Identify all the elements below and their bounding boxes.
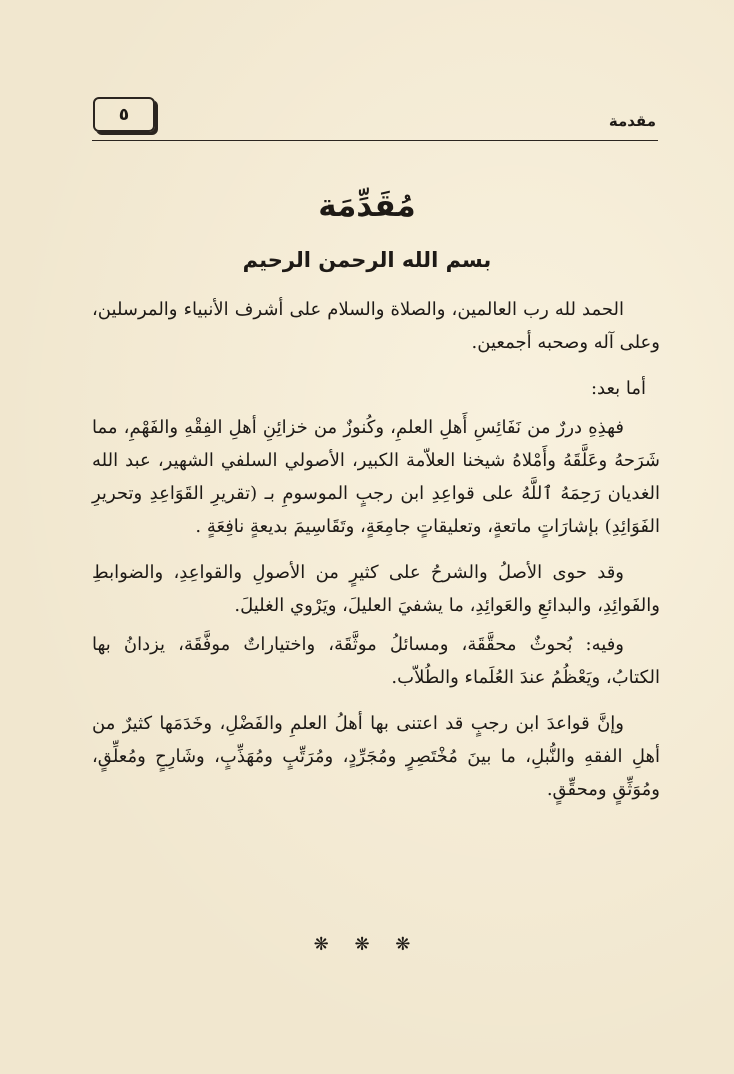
paragraph: فهذِهِ دررٌ من نَفَائِسِ أَهلِ العلمِ، وكُنوزٌ من خزائِنِ أهلِ الفِقْهِ والفَهْمِ، مما شَرَحهُ وعَلَّقَهُ وأَمْلاهُ شيخنا العلاّمة الكبير، الأصولي السلفي الشهير، عبد الله الغديان رَحِمَهُ ٱللَّهُ على قواعِدِ ابن رجبٍ الموسومِ بـ (تقريرِ القَوَاعِدِ وتحريرِ الفَوَائِدِ) بإشارَاتٍ ماتعةٍ، وتعليقاتٍ جامِعَةٍ، وتَقَاسِيمَ بديعةٍ نافِعَةٍ . xyxy=(92,417,660,537)
basmala-heading: بسم الله الرحمن الرحيم xyxy=(242,248,492,272)
body-text xyxy=(92,293,660,819)
paragraph: أما بعد: xyxy=(590,378,646,399)
section-end-ornament: ❋ ❋ ❋ xyxy=(313,934,421,955)
paragraph: وقد حوى الأصلُ والشرحُ على كثيرٍ من الأصولِ والقواعِدِ، والضوابطِ والفَوائِدِ، والبدائعِ والعَوائِدِ، ما يشفيَ العليلَ، ويَرْوي الغليلَ. xyxy=(92,562,660,616)
paragraph: الحمد لله رب العالمين، والصلاة والسلام على أشرف الأنبياء والمرسلين، وعلى آله وصحبه أجمعين. xyxy=(92,299,660,353)
section-title: مُقَدِّمَة xyxy=(318,188,416,224)
header-divider xyxy=(92,140,658,141)
paragraph: وفيه: بُحوثٌ محقَّقَة، ومسائلُ موثَّقَة، واختياراتٌ موفَّقَة، يزدانُ بها الكتابُ، ويَعْظُمُ عندَ العُلَماء والطُلاّب. xyxy=(92,634,660,688)
paragraph: وإنَّ قواعدَ ابن رجبٍ قد اعتنى بها أهلُ العلمِ والفَضْلِ، وخَدَمَها كثيرٌ من أهلِ الفقهِ والنُّبلِ، ما بينَ مُخْتَصِرٍ ومُجَرِّدٍ، ومُرَتِّبٍ ومُهَذِّبٍ، وشَارِحٍ ومُعلِّقٍ، ومُوَثِّقٍ ومحقِّقٍ. xyxy=(92,713,660,800)
running-header-title: مقدمة xyxy=(608,112,656,130)
page-number: ٥ xyxy=(93,97,155,132)
